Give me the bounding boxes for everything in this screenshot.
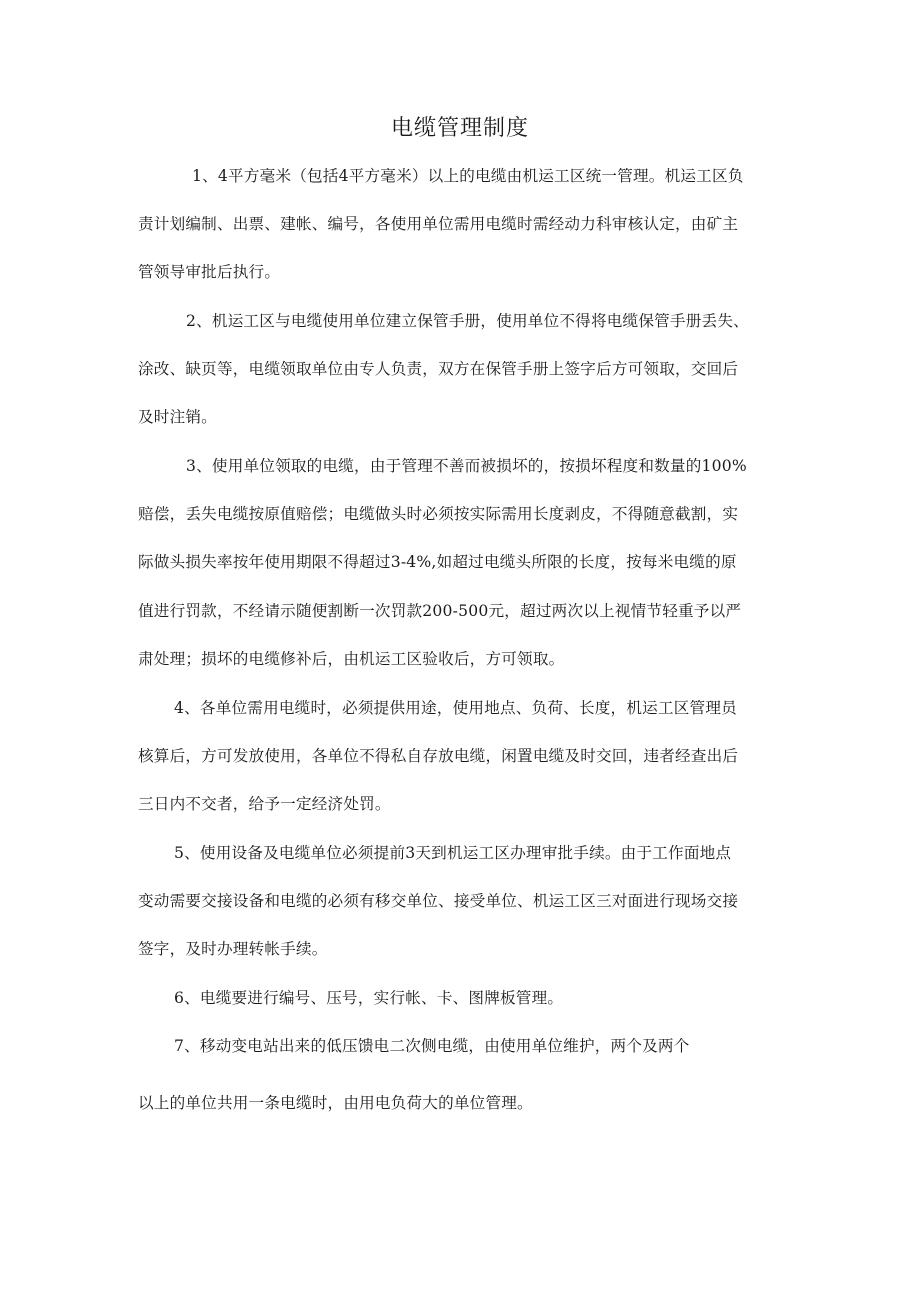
paragraph-5-line-2: 变动需要交接设备和电缆的必须有移交单位、接受单位、机运工区三对面进行现场交接: [138, 892, 739, 910]
paragraph-7-line-2: 以上的单位共用一条电缆时，由用电负荷大的单位管理。: [138, 1094, 533, 1112]
paragraph-1-line-1: 1、4平方毫米（包括4平方毫米）以上的电缆由机运工区统一管理。机运工区负: [192, 167, 744, 185]
paragraph-2-line-3: 及时注销。: [138, 408, 217, 426]
paragraph-2-line-1: 2、机运工区与电缆使用单位建立保管手册，使用单位不得将电缆保管手册丢失、: [186, 312, 749, 330]
paragraph-3-line-4: 值进行罚款，不经请示随便割断一次罚款200-500元，超过两次以上视情节轻重予以严: [138, 602, 742, 620]
paragraph-4-line-1: 4、各单位需用电缆时，必须提供用途，使用地点、负荷、长度，机运工区管理员: [174, 699, 737, 717]
paragraph-2-line-2: 涂改、缺页等，电缆领取单位由专人负责，双方在保管手册上签字后方可领取，交回后: [138, 360, 739, 378]
document-title: 电缆管理制度: [390, 116, 529, 141]
paragraph-5-line-1: 5、使用设备及电缆单位必须提前3天到机运工区办理审批手续。由于工作面地点: [174, 844, 732, 862]
paragraph-7-line-1: 7、移动变电站出来的低压馈电二次侧电缆，由使用单位维护，两个及两个: [174, 1037, 690, 1055]
paragraph-3-line-5: 肃处理；损坏的电缆修补后，由机运工区验收后，方可领取。: [138, 650, 565, 668]
paragraph-1-line-2: 责计划编制、出票、建帐、编号，各使用单位需用电缆时需经动力科审核认定，由矿主: [138, 215, 739, 233]
paragraph-3-line-2: 赔偿，丢失电缆按原值赔偿；电缆做头时必须按实际需用长度剥皮，不得随意截割，实: [138, 505, 739, 523]
paragraph-1-line-3: 管领导审批后执行。: [138, 263, 281, 281]
paragraph-5-line-3: 签字，及时办理转帐手续。: [138, 940, 328, 958]
paragraph-4-line-3: 三日内不交者，给予一定经济处罚。: [138, 795, 391, 813]
paragraph-4-line-2: 核算后，方可发放使用，各单位不得私自存放电缆，闲置电缆及时交回，违者经查出后: [138, 747, 739, 765]
paragraph-3-line-3: 际做头损失率按年使用期限不得超过3-4%,如超过电缆头所限的长度，按每米电缆的原: [138, 553, 737, 571]
paragraph-3-line-1: 3、使用单位领取的电缆，由于管理不善而被损坏的，按损坏程度和数量的100%: [186, 457, 747, 475]
paragraph-6-line-1: 6、电缆要进行编号、压号，实行帐、卡、图牌板管理。: [174, 989, 564, 1007]
